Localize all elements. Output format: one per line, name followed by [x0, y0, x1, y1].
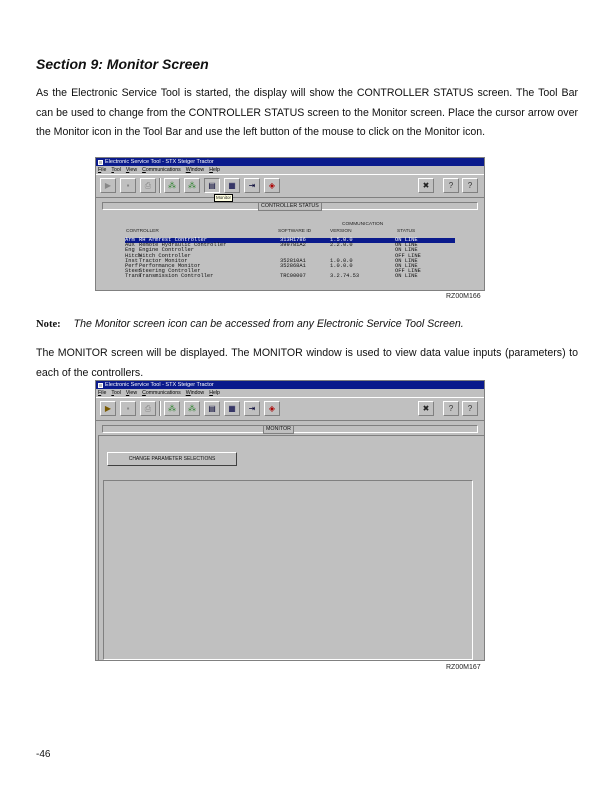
monitor-icon[interactable]: ▤	[204, 178, 220, 193]
tools-icon[interactable]: ✖	[418, 401, 434, 416]
context-help-icon[interactable]: ?	[462, 401, 478, 416]
note	[36, 318, 464, 330]
menu-window[interactable]: Window	[185, 390, 205, 396]
note-text: The Monitor screen icon can be accessed from any Electronic Service Tool Screen.	[73, 318, 464, 330]
monitor-paragraph: The MONITOR screen will be displayed. The MONITOR window is used to view data value inputs (parameters) to each of the controllers.	[36, 347, 578, 379]
software-id-header: SOFTWARE ID	[278, 229, 312, 234]
help-icon[interactable]: ?	[443, 178, 459, 193]
download-icon[interactable]: ⇥	[244, 401, 260, 416]
open-file-icon[interactable]: ▶	[100, 401, 116, 416]
monitor-window	[95, 380, 485, 661]
save-icon[interactable]: ▪	[120, 178, 136, 193]
table-row[interactable]: Perf Performance Monitor 352868A1 1.0.0.0 ON LINE	[125, 262, 418, 269]
menu-help[interactable]: Help	[209, 390, 220, 396]
menu-help[interactable]: Help	[209, 167, 220, 173]
status-header: STATUS	[397, 229, 416, 234]
print-icon[interactable]: ⎙	[140, 401, 156, 416]
monitor-icon[interactable]: ▤	[204, 401, 220, 416]
menu-communications[interactable]: Communications	[142, 390, 181, 396]
network-icon[interactable]: ⁂	[164, 401, 180, 416]
status-bar	[102, 202, 478, 210]
monitor-tooltip: Monitor	[216, 195, 232, 200]
status-bar	[102, 425, 478, 433]
table-row[interactable]: AUX Remote Hydraulic Controller 399781A2 2.2.0.0 ON LINE	[125, 242, 418, 249]
diamond-arrow-icon[interactable]: ◈	[264, 401, 280, 416]
change-parameter-selections-button[interactable]: CHANGE PARAMETER SELECTIONS	[107, 452, 237, 466]
figure1-caption: RZ00M166	[446, 293, 481, 300]
open-file-icon[interactable]: ▶	[100, 178, 116, 193]
context-help-icon[interactable]: ?	[462, 178, 478, 193]
monitor-label: MONITOR	[263, 425, 294, 434]
page-number: -46	[36, 749, 51, 760]
menu-window[interactable]: Window	[185, 167, 205, 173]
app-icon	[98, 383, 103, 388]
controller-status-window	[95, 157, 485, 291]
network-alt-icon[interactable]: ⁂	[184, 401, 200, 416]
menu-tool[interactable]: Tool	[111, 167, 121, 173]
controller-status-label: CONTROLLER STATUS	[258, 202, 322, 211]
save-icon[interactable]: ▪	[120, 401, 136, 416]
help-icon[interactable]: ?	[443, 401, 459, 416]
download-icon[interactable]: ⇥	[244, 178, 260, 193]
menu-communications[interactable]: Communications	[142, 167, 181, 173]
communication-header: COMMUNICATION	[342, 222, 384, 227]
menu-view[interactable]: View	[125, 167, 138, 173]
table-row[interactable]: Hitch Hitch Controller OFF LINE	[125, 252, 421, 259]
note-label: Note:	[36, 319, 61, 330]
window-titlebar	[96, 158, 484, 166]
table-row[interactable]: Arm RH Armrest Controller 313H1786 1.5.0.0 ON LINE	[125, 238, 455, 243]
controller-icon[interactable]: ▦	[224, 178, 240, 193]
controller-icon[interactable]: ▦	[224, 401, 240, 416]
table-row[interactable]: Trans Transmission Controller TRC00007 3.2.74.53 ON LINE	[125, 273, 418, 280]
window-title: Electronic Service Tool - STX Steiger Tractor	[105, 159, 214, 165]
menu-bar	[96, 166, 484, 174]
diamond-arrow-icon[interactable]: ◈	[264, 178, 280, 193]
menu-tool[interactable]: Tool	[111, 390, 121, 396]
window-title: Electronic Service Tool - STX Steiger Tractor	[105, 382, 214, 388]
window-titlebar	[96, 381, 484, 389]
intro-paragraph: As the Electronic Service Tool is started, the display will show the CONTROLLER STATUS screen. The Tool Bar can be used to change from the CONTROLLER STATUS screen to the Monitor screen. Place the cursor arrow over the Monitor icon in the Tool Bar and use the left button of the mouse to click on the Monitor icon.	[36, 87, 578, 138]
controller-header: CONTROLLER	[126, 229, 159, 234]
menu-file[interactable]: File	[98, 390, 107, 396]
controller-table	[125, 238, 455, 280]
tool-bar	[96, 397, 484, 421]
figure2-caption: RZ00M167	[446, 664, 481, 671]
version-header: VERSION	[330, 229, 352, 234]
parameter-display-area	[103, 480, 473, 660]
section-title: Section 9: Monitor Screen	[36, 56, 209, 72]
network-alt-icon[interactable]: ⁂	[184, 178, 200, 193]
tools-icon[interactable]: ✖	[418, 178, 434, 193]
menu-bar	[96, 389, 484, 397]
tool-bar	[96, 174, 484, 198]
monitor-panel	[98, 435, 485, 661]
menu-view[interactable]: View	[125, 390, 138, 396]
network-icon[interactable]: ⁂	[164, 178, 180, 193]
table-row[interactable]: Eng Engine Controller ON LINE	[125, 247, 418, 254]
table-row[interactable]: Inst Tractor Monitor 352810A1 1.0.0.0 ON LINE	[125, 257, 418, 264]
app-icon	[98, 160, 103, 165]
table-row[interactable]: Steer Steering Controller OFF LINE	[125, 268, 421, 275]
menu-file[interactable]: File	[98, 167, 107, 173]
print-icon[interactable]: ⎙	[140, 178, 156, 193]
